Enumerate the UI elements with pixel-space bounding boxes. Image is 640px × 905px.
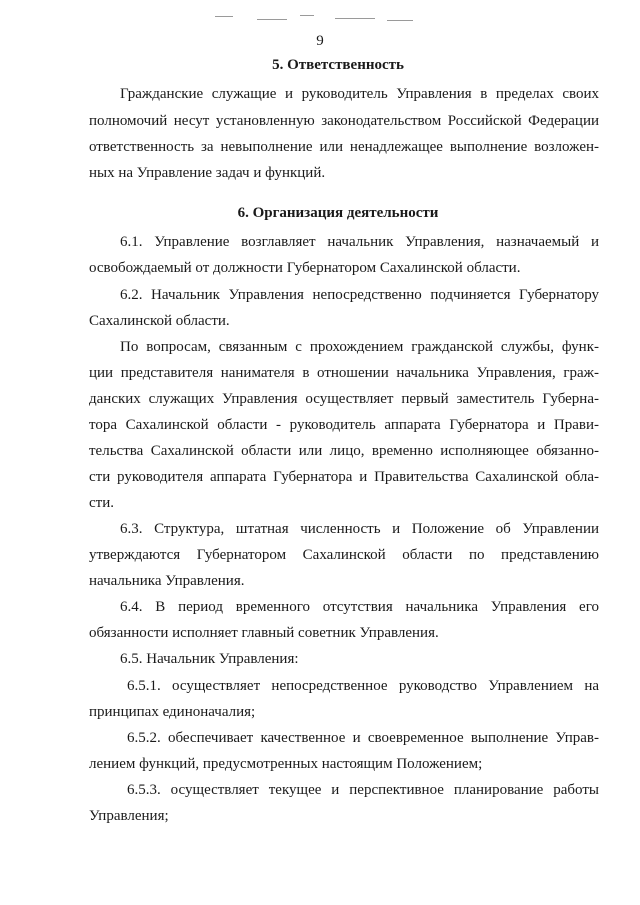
text-line: 6.5.2. обеспечивает качественное и своевременное выполнение Управ- [127,730,599,746]
page-number: 9 [316,33,324,49]
scan-artifact [205,14,425,22]
text-line: начальника Управления. [89,573,245,589]
text-line: обязанности исполняет главный советник Управления. [89,625,439,641]
text-line: ответственность за невыполнение или ненадлежащее выполнение возложен- [89,139,599,155]
section-6-heading: 6. Организация деятельности [237,205,439,221]
text-line: 6.1. Управление возглавляет начальник Управления, назначаемый и [120,234,599,250]
text-line: 6.5.3. осуществляет текущее и перспективное планирование работы [127,782,599,798]
text-line: тора Сахалинской области - руководитель аппарата Губернатора и Прави- [89,417,599,433]
text-line: утверждаются Губернатором Сахалинской области по представлению [89,547,599,563]
text-line: ных на Управление задач и функций. [89,165,326,181]
text-line: сти. [89,495,114,511]
text-line: тельства Сахалинской области или лицо, временно исполняющее обязанно- [89,443,599,459]
text-line: 6.3. Структура, штатная численность и Положение об Управлении [120,521,599,537]
text-line: ции представителя нанимателя в отношении начальника Управления, граж- [89,365,599,381]
text-line: освобождаемый от должности Губернатором Сахалинской области. [89,260,521,276]
text-line: принципах единоначалия; [89,704,256,720]
text-line: полномочий несут установленную законодательством Российской Федерации [89,113,599,129]
text-line: Сахалинской области. [89,313,230,329]
text-line: 6.2. Начальник Управления непосредственно подчиняется Губернатору [120,287,599,303]
section-5-heading: 5. Ответственность [272,57,404,73]
text-line: лением функций, предусмотренных настоящим Положением; [89,756,483,772]
text-line: По вопросам, связанным с прохождением гражданской службы, функ- [120,339,599,355]
text-line: данских служащих Управления осуществляет первый заместитель Губерна- [89,391,599,407]
text-line: сти руководителя аппарата Губернатора и Правительства Сахалинской обла- [89,469,599,485]
text-line: Гражданские служащие и руководитель Управления в пределах своих [120,86,599,102]
text-line: 6.5.1. осуществляет непосредственное руководство Управлением на [127,678,599,694]
text-line: Управления; [89,808,169,824]
text-line: 6.4. В период временного отсутствия начальника Управления его [120,599,599,615]
text-line: 6.5. Начальник Управления: [120,651,299,667]
